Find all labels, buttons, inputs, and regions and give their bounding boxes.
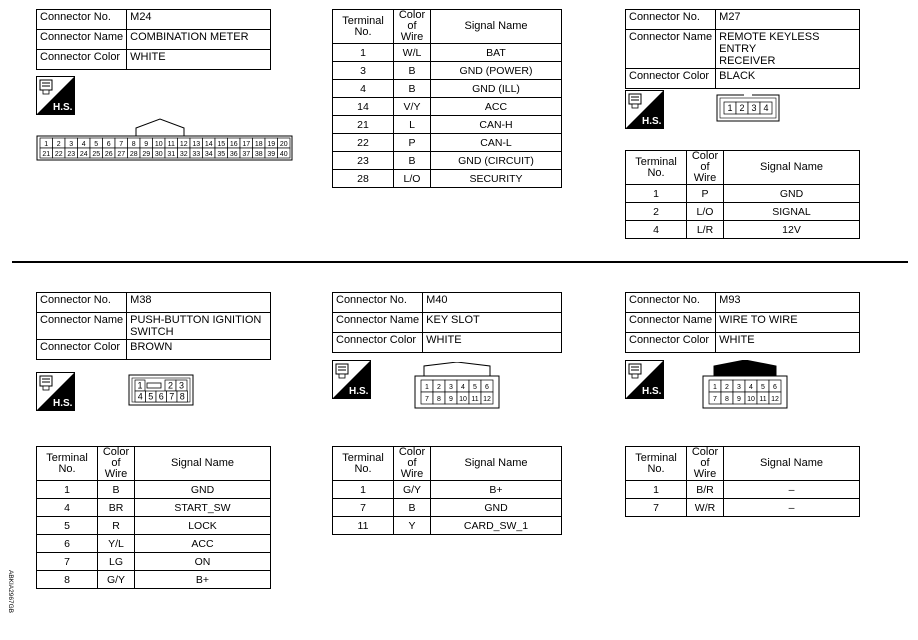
signal-name-cell: GND [431,499,562,517]
pin-number: 37 [242,151,251,158]
pin-number: 6 [773,384,777,391]
pin-number: 8 [179,391,185,402]
pin-number: 27 [117,151,126,158]
pin-number: 4 [749,384,753,391]
connector-no-label: Connector No. [626,10,716,30]
signal-name-cell: CAN-H [431,116,562,134]
terminal-no-cell: 4 [626,221,687,239]
connector-face-m40 [414,362,500,410]
connector-name-value: PUSH-BUTTON IGNITION SWITCH [127,313,271,340]
terminal-table-m93 [625,446,860,517]
terminal-row [37,517,271,535]
hs-icon [332,360,371,399]
terminal-row [333,44,562,62]
pin-number: 7 [119,141,124,148]
connector-info-m27 [625,9,860,89]
pin-number: 1 [713,384,717,391]
pin-number: 21 [42,151,51,158]
pin-number: 7 [713,396,717,403]
connector-color-value: BROWN [127,340,271,360]
terminal-no-cell: 1 [626,185,687,203]
wire-color-cell: LG [98,553,135,571]
signal-name-cell: – [724,499,860,517]
signal-name-cell: GND (ILL) [431,80,562,98]
color-of-wire-header: Color of Wire [687,447,724,481]
connector-no-value: M27 [716,10,860,30]
connector-color-label: Connector Color [626,69,716,89]
pin-number: 35 [217,151,226,158]
wire-color-cell: L [394,116,431,134]
connector-name-value: WIRE TO WIRE [716,313,860,333]
svg-text:H.S.: H.S. [642,116,662,127]
terminal-no-cell: 11 [333,517,394,535]
terminal-row [333,134,562,152]
hs-icon [625,90,664,129]
terminal-no-header: Terminal No. [333,10,394,44]
connector-face-m38 [128,374,194,406]
pin-number: 40 [279,151,288,158]
pin-number: 5 [148,391,154,402]
terminal-table-m24 [332,9,562,188]
key-slot [147,383,161,388]
signal-name-cell: GND (CIRCUIT) [431,152,562,170]
signal-name-cell: ON [135,553,271,571]
hs-icon [36,372,75,411]
signal-name-header: Signal Name [135,447,271,481]
terminal-row [626,185,860,203]
pin-number: 26 [104,151,113,158]
pin-number: 4 [81,141,86,148]
connector-no-value: M93 [716,293,860,313]
pin-number: 19 [267,141,276,148]
pin-number: 8 [437,396,441,403]
pin-number: 28 [129,151,138,158]
pin-number: 12 [771,396,779,403]
connector-info-m93 [625,292,860,353]
signal-name-cell: START_SW [135,499,271,517]
terminal-row [333,152,562,170]
terminal-row [626,481,860,499]
connector-name-label: Connector Name [626,313,716,333]
pin-number: 10 [747,396,755,403]
connector-no-label: Connector No. [333,293,423,313]
wire-color-cell: B [394,499,431,517]
connector-no-label: Connector No. [37,293,127,313]
wire-color-cell: L/R [687,221,724,239]
signal-name-header: Signal Name [431,10,562,44]
terminal-row [626,499,860,517]
color-of-wire-header: Color of Wire [394,10,431,44]
pin-number: 8 [725,396,729,403]
wire-color-cell: Y [394,517,431,535]
terminal-row [333,481,562,499]
pin-number: 13 [192,141,201,148]
terminal-row [333,62,562,80]
pin-number: 1 [44,141,49,148]
pin-number: 4 [137,391,143,402]
terminal-row [626,221,860,239]
terminal-no-cell: 22 [333,134,394,152]
wire-color-cell: B [98,481,135,499]
signal-name-cell: B+ [431,481,562,499]
pin-number: 7 [425,396,429,403]
pin-number: 5 [94,141,99,148]
terminal-no-cell: 1 [333,481,394,499]
connector-color-label: Connector Color [37,50,127,70]
connector-color-label: Connector Color [333,333,423,353]
pin-number: 36 [229,151,238,158]
connector-no-value: M38 [127,293,271,313]
pin-number: 6 [158,391,164,402]
connector-color-value: BLACK [716,69,860,89]
signal-name-cell: LOCK [135,517,271,535]
pin-number: 39 [267,151,276,158]
connector-face-m27 [716,94,780,122]
pin-number: 25 [92,151,101,158]
wire-color-cell: L/O [687,203,724,221]
connector-no-value: M40 [423,293,562,313]
terminal-row [333,98,562,116]
wire-color-cell: B/R [687,481,724,499]
connector-face-m24 [36,118,294,162]
signal-name-cell: GND [724,185,860,203]
pin-number: 2 [739,103,745,113]
section-divider [12,261,908,263]
terminal-no-cell: 4 [333,80,394,98]
terminal-no-header: Terminal No. [37,447,98,481]
pin-number: 11 [167,141,175,148]
pin-number: 3 [449,384,453,391]
pin-number: 30 [154,151,163,158]
pin-number: 12 [179,141,188,148]
terminal-no-cell: 7 [37,553,98,571]
terminal-row [626,203,860,221]
pin-number: 20 [279,141,288,148]
pin-number: 17 [242,141,251,148]
svg-text:H.S.: H.S. [349,386,369,397]
pin-number: 10 [154,141,163,148]
wire-color-cell: P [394,134,431,152]
pin-number: 3 [737,384,741,391]
document-id: ABKIA2967GB [7,570,14,613]
terminal-row [333,517,562,535]
pin-number: 16 [229,141,238,148]
terminal-no-header: Terminal No. [626,151,687,185]
terminal-table-m40 [332,446,562,535]
connector-no-value: M24 [127,10,271,30]
pin-number: 9 [144,141,149,148]
pin-number: 8 [131,141,136,148]
connector-color-value: WHITE [716,333,860,353]
wire-color-cell: R [98,517,135,535]
signal-name-header: Signal Name [724,151,860,185]
terminal-row [37,481,271,499]
connector-name-label: Connector Name [37,313,127,340]
pin-number: 31 [167,151,176,158]
pin-number: 2 [167,380,174,391]
connector-info-m24 [36,9,271,70]
connector-color-value: WHITE [423,333,562,353]
signal-name-cell: – [724,481,860,499]
pin-number: 18 [254,141,263,148]
color-of-wire-header: Color of Wire [394,447,431,481]
pin-number: 4 [461,384,465,391]
pin-number: 6 [485,384,489,391]
signal-name-cell: B+ [135,571,271,589]
pin-number: 12 [483,396,491,403]
connector-info-m38 [36,292,271,360]
signal-name-header: Signal Name [724,447,860,481]
wire-color-cell: V/Y [394,98,431,116]
wire-color-cell: G/Y [98,571,135,589]
pin-number: 9 [737,396,741,403]
pin-number: 5 [761,384,765,391]
pin-number: 9 [449,396,453,403]
wire-color-cell: W/L [394,44,431,62]
pin-number: 1 [137,380,143,391]
terminal-no-cell: 8 [37,571,98,589]
signal-name-cell: SIGNAL [724,203,860,221]
pin-number: 11 [759,396,767,403]
terminal-table-m27 [625,150,860,239]
terminal-no-cell: 1 [37,481,98,499]
wire-color-cell: G/Y [394,481,431,499]
pin-number: 22 [54,151,63,158]
terminal-no-header: Terminal No. [626,447,687,481]
connector-color-value: WHITE [127,50,271,70]
color-of-wire-header: Color of Wire [687,151,724,185]
wire-color-cell: B [394,152,431,170]
signal-name-cell: SECURITY [431,170,562,188]
hs-text: H.S. [53,102,73,113]
terminal-no-cell: 7 [333,499,394,517]
terminal-row [333,80,562,98]
pin-number: 1 [727,103,733,113]
pin-number: 23 [67,151,76,158]
wire-color-cell: L/O [394,170,431,188]
connector-name-label: Connector Name [333,313,423,333]
terminal-row [37,571,271,589]
pin-number: 14 [204,141,213,148]
terminal-no-cell: 1 [626,481,687,499]
pin-number: 3 [751,103,757,113]
terminal-row [333,170,562,188]
connector-info-m40 [332,292,562,353]
connector-name-value: KEY SLOT [423,313,562,333]
terminal-no-cell: 28 [333,170,394,188]
terminal-no-cell: 6 [37,535,98,553]
pin-number: 34 [204,151,213,158]
hs-icon [36,76,75,115]
terminal-no-cell: 7 [626,499,687,517]
signal-name-cell: CAN-L [431,134,562,152]
pin-number: 29 [142,151,151,158]
terminal-table-m38 [36,446,271,589]
signal-name-cell: ACC [135,535,271,553]
wire-color-cell: Y/L [98,535,135,553]
connector-name-value: COMBINATION METER [127,30,271,50]
terminal-no-header: Terminal No. [333,447,394,481]
svg-text:H.S.: H.S. [642,386,662,397]
terminal-no-cell: 14 [333,98,394,116]
terminal-row [37,535,271,553]
pin-number: 32 [179,151,188,158]
signal-name-cell: CARD_SW_1 [431,517,562,535]
terminal-no-cell: 21 [333,116,394,134]
pin-number: 5 [473,384,477,391]
signal-name-cell: GND [135,481,271,499]
connector-face-m93 [702,360,788,410]
pin-number: 4 [763,103,769,113]
svg-text:H.S.: H.S. [53,398,73,409]
pin-number: 11 [471,396,479,403]
wire-color-cell: P [687,185,724,203]
wire-color-cell: W/R [687,499,724,517]
color-of-wire-header: Color of Wire [98,447,135,481]
terminal-no-cell: 3 [333,62,394,80]
terminal-row [333,499,562,517]
wire-color-cell: B [394,80,431,98]
connector-name-label: Connector Name [37,30,127,50]
pin-number: 6 [106,141,111,148]
signal-name-cell: 12V [724,221,860,239]
terminal-no-cell: 5 [37,517,98,535]
signal-name-cell: GND (POWER) [431,62,562,80]
wire-color-cell: B [394,62,431,80]
wire-color-cell: BR [98,499,135,517]
pin-number: 1 [425,384,429,391]
pin-number: 10 [459,396,467,403]
terminal-no-cell: 23 [333,152,394,170]
pin-number: 15 [217,141,226,148]
pin-number: 3 [178,380,185,391]
signal-name-header: Signal Name [431,447,562,481]
pin-number: 2 [56,141,61,148]
pin-number: 33 [192,151,201,158]
connector-color-label: Connector Color [37,340,127,360]
terminal-no-cell: 4 [37,499,98,517]
terminal-no-cell: 1 [333,44,394,62]
terminal-row [37,553,271,571]
terminal-row [333,116,562,134]
connector-name-value: REMOTE KEYLESS ENTRY RECEIVER [716,30,860,69]
connector-name-label: Connector Name [626,30,716,69]
terminal-no-cell: 2 [626,203,687,221]
signal-name-cell: BAT [431,44,562,62]
pin-number: 24 [79,151,88,158]
pin-number: 2 [725,384,729,391]
connector-no-label: Connector No. [626,293,716,313]
signal-name-cell: ACC [431,98,562,116]
pin-number: 2 [437,384,441,391]
connector-color-label: Connector Color [626,333,716,353]
pin-number: 3 [69,141,74,148]
connector-no-label: Connector No. [37,10,127,30]
terminal-row [37,499,271,517]
pin-number: 38 [254,151,263,158]
pin-number: 7 [169,391,175,402]
hs-icon [625,360,664,399]
